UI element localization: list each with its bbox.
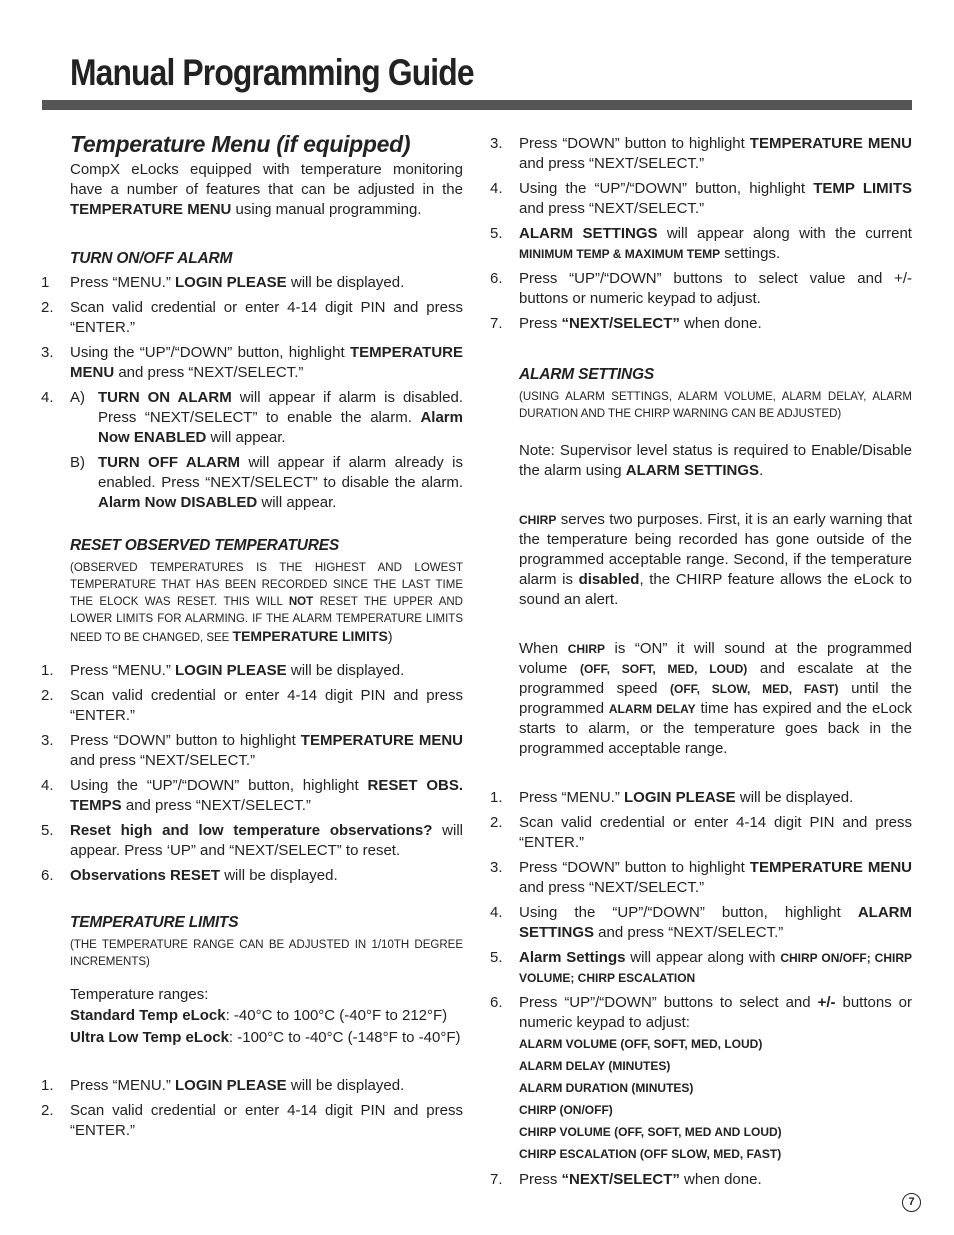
list-item: 1. Press “MENU.” LOGIN PLEASE will be displayed. [41, 662, 405, 679]
list-item: 1. Press “MENU.” LOGIN PLEASE will be displayed. [490, 789, 854, 806]
list-item: 5. Alarm Settings will appear along with CHIRP ON/OFF; CHIRP VOLUME; CHIRP ESCALATION [490, 949, 912, 985]
limits-note: (THE TEMPERATURE RANGE CAN BE ADJUSTED IN 1/10TH DEGREE INCREMENTS) [70, 939, 463, 968]
alarm-steps [41, 273, 463, 513]
supervisor-note: Note: Supervisor level status is required to Enable/Disable the alarm using ALARM SETTINGS. [519, 442, 912, 479]
list-item: 2. Scan valid credential or enter 4-14 digit PIN and press “ENTER.” [41, 1102, 463, 1139]
intro-paragraph: CompX eLocks equipped with temperature monitoring have a number of features that can be adjusted in the TEMPERATURE MENU using manual programming. [70, 161, 463, 218]
title-rule [42, 100, 912, 110]
list-item: 1 Press “MENU.” LOGIN PLEASE will be displayed. [41, 274, 405, 291]
ultra-low-range: Ultra Low Temp eLock: -100°C to -40°C (-148°F to -40°F) [70, 1029, 461, 1046]
option-item: ALARM VOLUME (OFF, SOFT, MED, LOUD) [519, 1037, 763, 1051]
settings-options [519, 1033, 912, 1165]
list-item: 6. Press “UP”/“DOWN” buttons to select and +/- buttons or numeric keypad to adjust: ALARM VOLUME (OFF, SOFT, MED, LOUD) ALARM DELAY (MINUTES) ALARM DURATION (MINUTES) CHIRP (ON/OFF) CHIRP VOLUME (OFF, SOFT, MED AND LOUD) CHIRP ESCALATION (OFF SLOW, MED, FAST) [519, 993, 912, 1165]
ranges-label: Temperature ranges: [70, 986, 209, 1003]
list-item: 3. Using the “UP”/“DOWN” button, highlight TEMPERATURE MENU and press “NEXT/SELECT.” [41, 344, 463, 381]
page-number: 7 [902, 1193, 921, 1212]
option-item: CHIRP ESCALATION (OFF SLOW, MED, FAST) [519, 1147, 782, 1161]
option-item: ALARM DURATION (MINUTES) [519, 1081, 694, 1095]
list-item: 2. Scan valid credential or enter 4-14 digit PIN and press “ENTER.” [41, 687, 463, 724]
settings-steps [490, 788, 912, 1190]
settings-subheading: ALARM SETTINGS [519, 366, 654, 383]
alarm-subheading: TURN ON/OFF ALARM [70, 250, 233, 267]
standard-range: Standard Temp eLock: -40°C to 100°C (-40°F to 212°F) [70, 1007, 448, 1024]
right-column [490, 134, 912, 1195]
list-item: 3. Press “DOWN” button to highlight TEMPERATURE MENU and press “NEXT/SELECT.” [490, 135, 912, 172]
sub-item-a: A) TURN ON ALARM will appear if alarm is disabled. Press “NEXT/SELECT” to enable the alarm. Alarm Now ENABLED will appear. [70, 389, 463, 446]
list-item: 1. Press “MENU.” LOGIN PLEASE will be displayed. [41, 1077, 405, 1094]
page-title: Manual Programming Guide [70, 52, 474, 93]
limits-steps [41, 1076, 463, 1141]
chirp-paragraph: CHIRP serves two purposes. First, it is an early warning that the temperature being recorded has gone outside of the programmed acceptable range. Second, if the temperature alarm is disabled, the CHIRP feature allows the eLock to sound an alert. [519, 511, 912, 608]
list-item: 7. Press “NEXT/SELECT” when done. [490, 1171, 762, 1188]
list-item: 3. Press “DOWN” button to highlight TEMPERATURE MENU and press “NEXT/SELECT.” [490, 859, 912, 896]
list-item: 6. Observations RESET will be displayed. [41, 867, 338, 884]
sub-item-b: B) TURN OFF ALARM will appear if alarm already is enabled. Press “NEXT/SELECT” to disable the alarm. Alarm Now DISABLED will appear. [70, 454, 463, 511]
reset-steps [41, 661, 464, 886]
list-item: 4. A) TURN ON ALARM will appear if alarm is disabled. Press “NEXT/SELECT” to enable the alarm. Alarm Now ENABLED will appear. B) TURN OFF ALARM will appear if alarm already is enabled. Press “NEXT/SELECT” to disable the alarm. Alarm Now DISABLED will appear. [41, 389, 463, 511]
list-item: 4. Using the “UP”/“DOWN” button, highlight TEMP LIMITS and press “NEXT/SELECT.” [490, 180, 912, 217]
section-title: Temperature Menu (if equipped) [70, 131, 411, 157]
option-item: CHIRP (ON/OFF) [519, 1103, 613, 1117]
list-item: 5. Reset high and low temperature observations? will appear. Press ‘UP” and “NEXT/SELECT” to reset. [41, 822, 464, 859]
option-item: ALARM DELAY (MINUTES) [519, 1059, 671, 1073]
list-item: 2. Scan valid credential or enter 4-14 digit PIN and press “ENTER.” [41, 299, 463, 336]
list-item: 5. ALARM SETTINGS will appear along with the current MINIMUM TEMP & MAXIMUM TEMP settings. [490, 225, 912, 262]
list-item: 2. Scan valid credential or enter 4-14 digit PIN and press “ENTER.” [490, 814, 912, 851]
limits-steps-continued [490, 134, 912, 334]
settings-note: (USING ALARM SETTINGS, ALARM VOLUME, ALARM DELAY, ALARM DURATION AND THE CHIRP WARNING CAN BE ADJUSTED) [519, 391, 912, 420]
reset-note: (OBSERVED TEMPERATURES IS THE HIGHEST AND LOWEST TEMPERATURE THAT HAS BEEN RECORDED SINCE THE LAST TIME THE ELOCK WAS RESET. THIS WILL NOT RESET THE UPPER AND LOWER LIMITS FOR ALARMING. IF THE ALARM TEMPERATURE LIMITS NEED TO BE CHANGED, SEE TEMPERATURE LIMITS) [70, 562, 463, 644]
list-item: 6. Press “UP”/“DOWN” buttons to select value and +/- buttons or numeric keypad to adjust. [490, 270, 912, 307]
list-item: 3. Press “DOWN” button to highlight TEMPERATURE MENU and press “NEXT/SELECT.” [41, 732, 463, 769]
left-column [41, 130, 464, 1146]
list-item: 4. Using the “UP”/“DOWN” button, highlight RESET OBS. TEMPS and press “NEXT/SELECT.” [41, 777, 463, 814]
list-item: 7. Press “NEXT/SELECT” when done. [490, 315, 762, 332]
list-item: 4. Using the “UP”/“DOWN” button, highlight ALARM SETTINGS and press “NEXT/SELECT.” [490, 904, 912, 941]
option-item: CHIRP VOLUME (OFF, SOFT, MED AND LOUD) [519, 1125, 782, 1139]
limits-subheading: TEMPERATURE LIMITS [70, 914, 239, 931]
when-chirp-paragraph: When CHIRP is “ON” it will sound at the programmed volume (OFF, SOFT, MED, LOUD) and escalate at the programmed speed (OFF, SLOW, MED, FAST) until the programmed ALARM DELAY time has expired and the eLock starts to alarm, or the temperature goes back in the programmed acceptable range. [519, 640, 912, 757]
reset-subheading: RESET OBSERVED TEMPERATURES [70, 537, 340, 554]
